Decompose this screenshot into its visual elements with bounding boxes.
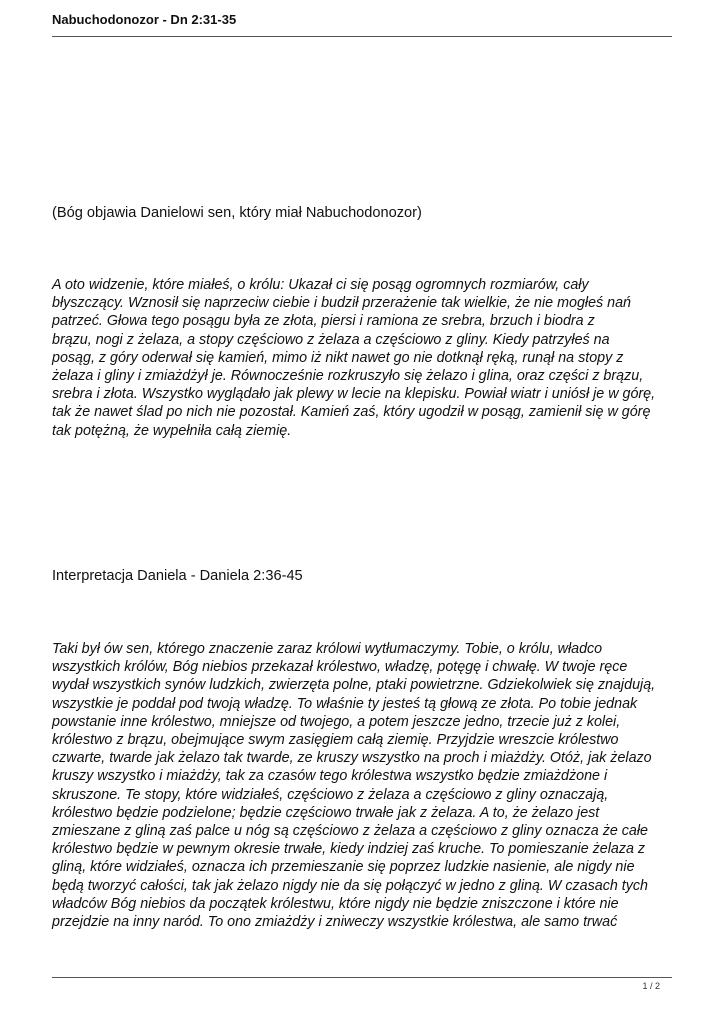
header-divider bbox=[52, 36, 672, 37]
section-heading-interpretation: Interpretacja Daniela - Daniela 2:36-45 bbox=[52, 568, 303, 584]
text-line: czwarte, twarde jak żelazo tak twarde, ze kruszy wszystko na proch i miażdży. Otóż, jak żelazo bbox=[52, 750, 652, 767]
text-line: gliną, które widziałeś, oznacza ich przemieszanie się poprzez ludzkie nasienie, ale nigdy nie bbox=[52, 859, 635, 876]
paragraph-dream bbox=[52, 276, 672, 440]
text-line: posąg, z góry oderwał się kamień, mimo iż nikt nawet go nie dotknął ręką, runął na stopy z bbox=[52, 349, 624, 366]
text-line: błyszczący. Wznosił się naprzeciw ciebie i budził przerażenie tak wielkie, że nie mogłeś nań bbox=[52, 295, 632, 312]
footer-divider bbox=[52, 977, 672, 978]
text-line: przejdzie na inny naród. To ono zmiażdży i zniweczy wszystkie królestwa, ale samo trwać bbox=[52, 914, 618, 931]
page-number: 1 / 2 bbox=[642, 981, 660, 991]
text-line: A oto widzenie, które miałeś, o królu: Ukazał ci się posąg ogromnych rozmiarów, cały bbox=[52, 277, 589, 293]
text-line: patrzeć. Głowa tego posągu była ze złota, piersi i ramiona ze srebra, brzuch i biodra z bbox=[52, 313, 595, 330]
text-line: żelaza i gliny i zmiażdżył je. Równocześnie rozkruszyło się żelazo i glina, oraz części z brązu, bbox=[52, 368, 644, 385]
paragraph-interpretation bbox=[52, 640, 672, 931]
text-line: srebra i złota. Wszystko wyglądało jak plewy w lecie na klepisku. Powiał wiatr i uniósł je w górę, bbox=[52, 386, 656, 403]
text-line: wszystkie je poddał pod twoją władzę. To właśnie ty jesteś tą głową ze złota. Po tobie jednak bbox=[52, 695, 638, 712]
section-heading-dream: (Bóg objawia Danielowi sen, który miał Nabuchodonozor) bbox=[52, 205, 422, 221]
text-line: władców Bóg niebios da początek królestwu, które nigdy nie będzie zniszczone i które nie bbox=[52, 895, 619, 912]
text-line: kruszy wszystko i miażdży, tak za czasów tego królestwa wszystko będzie zmiażdżone i bbox=[52, 768, 608, 785]
text-line: Taki był ów sen, którego znaczenie zaraz królowi wytłumaczymy. Tobie, o królu, władco bbox=[52, 641, 603, 657]
text-line: powstanie inne królestwo, mniejsze od twojego, a potem jeszcze jedno, trzecie już z kolei, bbox=[52, 713, 621, 730]
text-line: królestwo z brązu, obejmujące swym zasięgiem całą ziemię. Przyjdzie wreszcie królestwo bbox=[52, 732, 619, 749]
text-line: tak że nawet ślad po nich nie pozostał. Kamień zaś, który ugodził w posąg, zamienił się w górę bbox=[52, 404, 651, 421]
text-line: zmieszane z gliną zaś palce u nóg są częściowo z żelaza a częściowo z gliny oznacza że całe bbox=[52, 823, 649, 840]
text-line: skruszone. Te stopy, które widziałeś, częściowo z żelaza a częściowo z gliny oznaczają, bbox=[52, 786, 609, 803]
text-line: królestwo będzie podzielone; będzie częściowo trwałe jak z żelaza. A to, że żelazo jest bbox=[52, 804, 600, 821]
text-line: tak potężną, że wypełniła całą ziemię. bbox=[52, 422, 292, 439]
page-header-title: Nabuchodonozor - Dn 2:31-35 bbox=[52, 12, 237, 27]
text-line: wydał wszystkich synów ludzkich, zwierzęta polne, ptaki powietrzne. Gdziekolwiek się znajdują, bbox=[52, 677, 656, 694]
text-line: będą tworzyć całości, tak jak żelazo nigdy nie da się połączyć w jedno z gliną. W czasach tych bbox=[52, 877, 648, 894]
text-line: królestwo będzie w pewnym okresie trwałe, kiedy indziej zaś kruche. To pomieszanie żelaza z bbox=[52, 841, 646, 858]
text-line: brązu, nogi z żelaza, a stopy częściowo z żelaza a częściowo z gliny. Kiedy patrzyłeś na bbox=[52, 331, 610, 348]
text-line: wszystkich królów, Bóg niebios przekazał królestwo, władzę, potęgę i chwałę. W twoje ręce bbox=[52, 659, 628, 676]
